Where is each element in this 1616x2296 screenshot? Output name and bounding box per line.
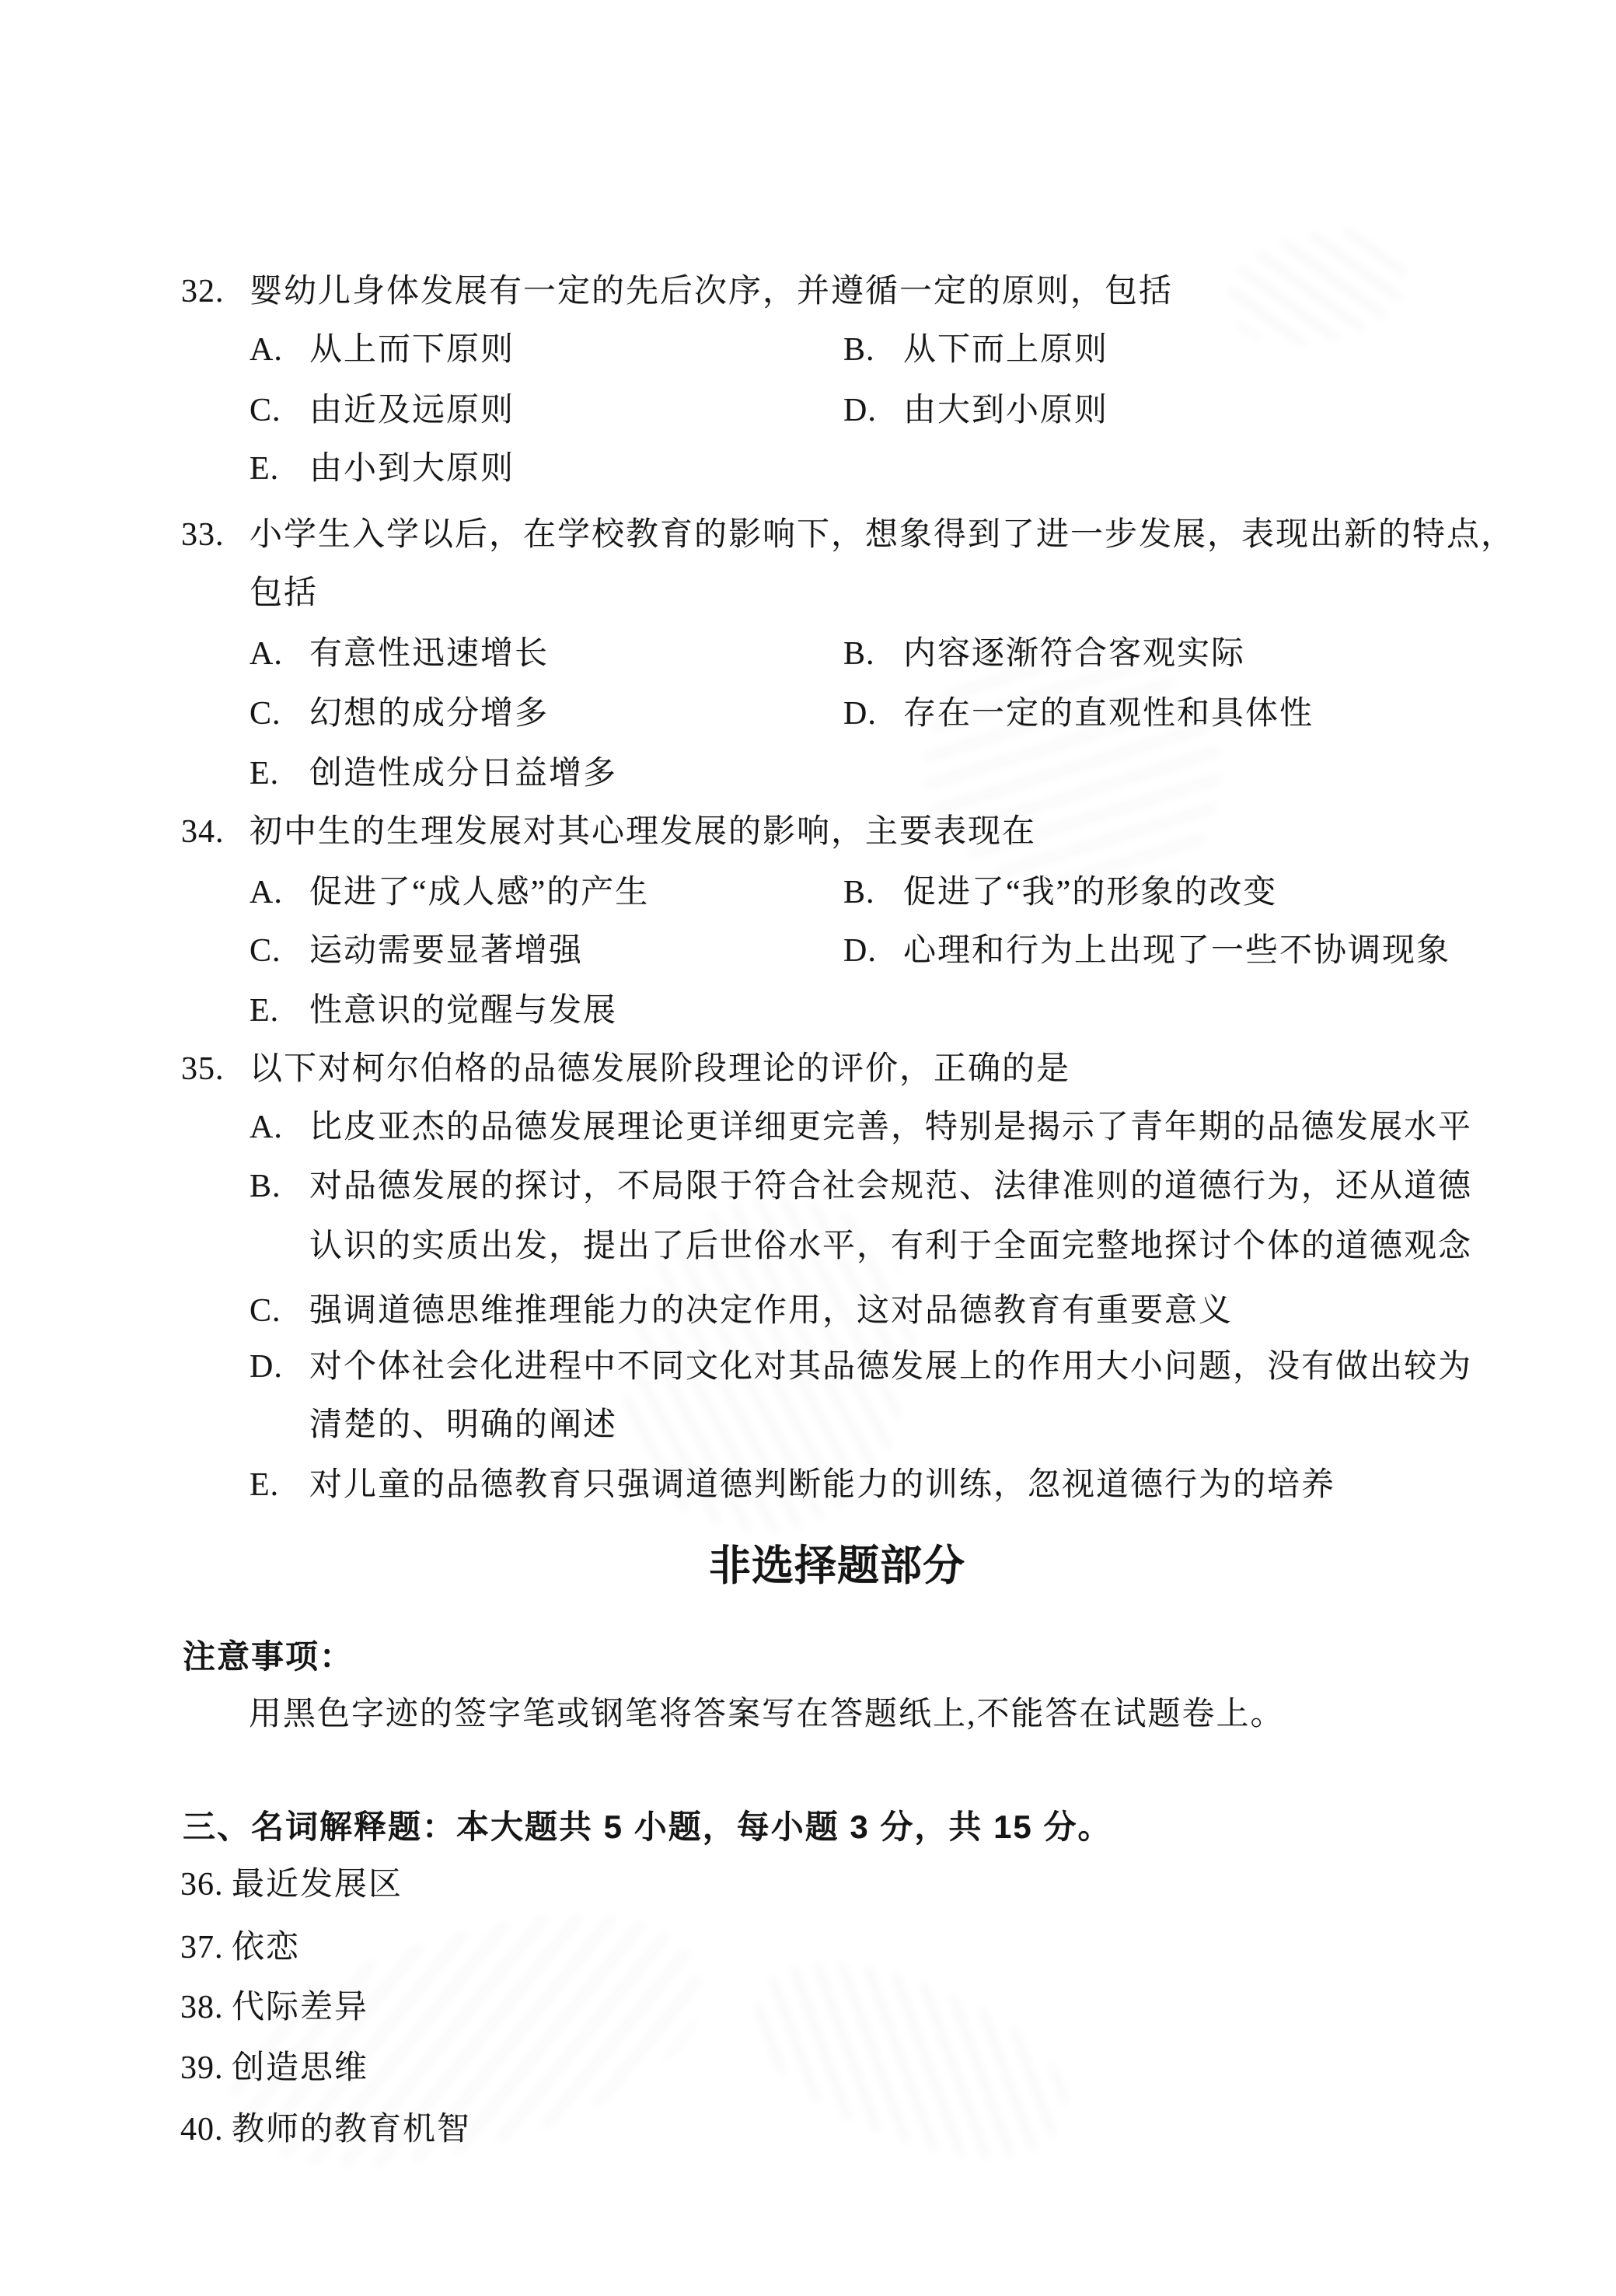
option-text: 存在一定的直观性和具体性 xyxy=(903,696,1314,732)
option-text-continued: 认识的实质出发，提出了后世俗水平，有利于全面完整地探讨个体的道德观念 xyxy=(309,1228,1473,1264)
option xyxy=(843,875,1277,910)
term-number: 37. xyxy=(180,1930,224,1966)
question-stem-continued: 包括 xyxy=(250,575,319,611)
option-label: B. xyxy=(843,636,875,672)
option-label: B. xyxy=(250,1169,281,1204)
option-text: 由小到大原则 xyxy=(309,451,515,487)
term-number: 38. xyxy=(180,1990,224,2025)
question-number: 32. xyxy=(181,274,225,309)
option-text: 运动需要显著增强 xyxy=(309,933,584,969)
term-text: 最近发展区 xyxy=(232,1867,403,1903)
option-label: A. xyxy=(250,1110,283,1145)
option-label: A. xyxy=(250,875,283,910)
term-number: 39. xyxy=(180,2050,224,2086)
option-text: 强调道德思维推理能力的决定作用，这对品德教育有重要意义 xyxy=(309,1293,1234,1329)
section-header: 非选择题部分 xyxy=(709,1543,965,1589)
section-three-heading: 三、名词解释题：本大题共 5 小题，每小题 3 分，共 15 分。 xyxy=(183,1808,1112,1845)
option-label: B. xyxy=(843,875,875,910)
term-number: 36. xyxy=(180,1867,224,1903)
option xyxy=(250,933,583,969)
term-number: 40. xyxy=(180,2112,224,2147)
question-row xyxy=(181,1051,1070,1087)
option-label: C. xyxy=(250,393,281,428)
scan-artifact xyxy=(1219,216,1416,360)
option-label: D. xyxy=(843,696,877,732)
option-label: E. xyxy=(250,756,280,792)
option xyxy=(250,332,515,368)
question-number: 35. xyxy=(181,1051,225,1087)
term-text: 依恋 xyxy=(232,1930,301,1966)
option-text: 促进了“成人感”的产生 xyxy=(309,875,650,910)
option-label: E. xyxy=(250,451,280,487)
term-item xyxy=(180,2050,368,2086)
option-text: 幻想的成分增多 xyxy=(309,696,550,732)
option xyxy=(250,1467,1335,1503)
option-label: D. xyxy=(843,393,877,428)
option xyxy=(250,875,649,910)
option-text: 比皮亚杰的品德发展理论更详细更完善，特别是揭示了青年期的品德发展水平 xyxy=(309,1110,1473,1145)
option xyxy=(250,1110,1472,1145)
question-number: 34. xyxy=(181,814,225,850)
question-number: 33. xyxy=(181,517,225,553)
option xyxy=(843,393,1108,428)
term-item xyxy=(180,1990,368,2025)
option-text: 由近及远原则 xyxy=(309,393,515,428)
option-label: D. xyxy=(250,1349,283,1385)
option xyxy=(250,1293,1233,1329)
option xyxy=(250,696,549,732)
question-row xyxy=(181,814,1036,850)
option xyxy=(250,1349,1472,1385)
option-text-continued: 清楚的、明确的阐述 xyxy=(309,1407,618,1443)
term-text: 创造思维 xyxy=(232,2050,369,2086)
term-item xyxy=(180,1930,300,1966)
notice-body: 用黑色字迹的签字笔或钢笔将答案写在答题纸上,不能答在试题卷上。 xyxy=(249,1697,1285,1732)
option-label: E. xyxy=(250,993,280,1029)
option-text: 有意性迅速增长 xyxy=(309,636,550,672)
term-text: 教师的教育机智 xyxy=(232,2112,472,2147)
option-text: 对品德发展的探讨，不局限于符合社会规范、法律准则的道德行为，还从道德 xyxy=(309,1169,1473,1204)
option-text: 从下而上原则 xyxy=(903,332,1109,368)
option xyxy=(250,636,549,672)
term-item xyxy=(180,2112,471,2147)
option-text: 对个体社会化进程中不同文化对其品德发展上的作用大小问题，没有做出较为 xyxy=(309,1349,1473,1385)
option xyxy=(843,636,1245,672)
option-text: 心理和行为上出现了一些不协调现象 xyxy=(903,933,1451,969)
option-text: 促进了“我”的形象的改变 xyxy=(903,875,1278,910)
option xyxy=(250,451,515,487)
option xyxy=(250,393,515,428)
question-stem: 小学生入学以后，在学校教育的影响下，想象得到了进一步发展，表现出新的特点， xyxy=(250,517,1516,553)
option-label: A. xyxy=(250,332,283,368)
question-row xyxy=(181,274,1173,309)
question-row xyxy=(181,517,1515,553)
option xyxy=(843,332,1108,368)
option-label: C. xyxy=(250,933,281,969)
option-text: 内容逐渐符合客观实际 xyxy=(903,636,1246,672)
scan-artifact xyxy=(206,1874,727,2208)
option xyxy=(250,993,617,1029)
option-text: 从上而下原则 xyxy=(309,332,515,368)
term-text: 代际差异 xyxy=(232,1990,369,2025)
option-label: C. xyxy=(250,1293,281,1329)
option-text: 对儿童的品德教育只强调道德判断能力的训练，忽视道德行为的培养 xyxy=(309,1467,1336,1503)
option-text: 性意识的觉醒与发展 xyxy=(309,993,618,1029)
option-label: B. xyxy=(843,332,875,368)
option xyxy=(843,933,1450,969)
option-label: E. xyxy=(250,1467,280,1503)
question-stem: 初中生的生理发展对其心理发展的影响，主要表现在 xyxy=(250,814,1037,850)
question-stem: 婴幼儿身体发展有一定的先后次序，并遵循一定的原则，包括 xyxy=(250,274,1174,309)
option-label: C. xyxy=(250,696,281,732)
option-label: A. xyxy=(250,636,283,672)
question-stem: 以下对柯尔伯格的品德发展阶段理论的评价，正确的是 xyxy=(250,1051,1071,1087)
term-item xyxy=(180,1867,403,1903)
notice-title: 注意事项： xyxy=(183,1638,354,1675)
option-label: D. xyxy=(843,933,877,969)
option-text: 创造性成分日益增多 xyxy=(309,756,618,792)
option-text: 由大到小原则 xyxy=(903,393,1109,428)
option xyxy=(250,756,617,792)
option xyxy=(843,696,1314,732)
scan-artifact xyxy=(729,1927,1090,2194)
option xyxy=(250,1169,1472,1204)
